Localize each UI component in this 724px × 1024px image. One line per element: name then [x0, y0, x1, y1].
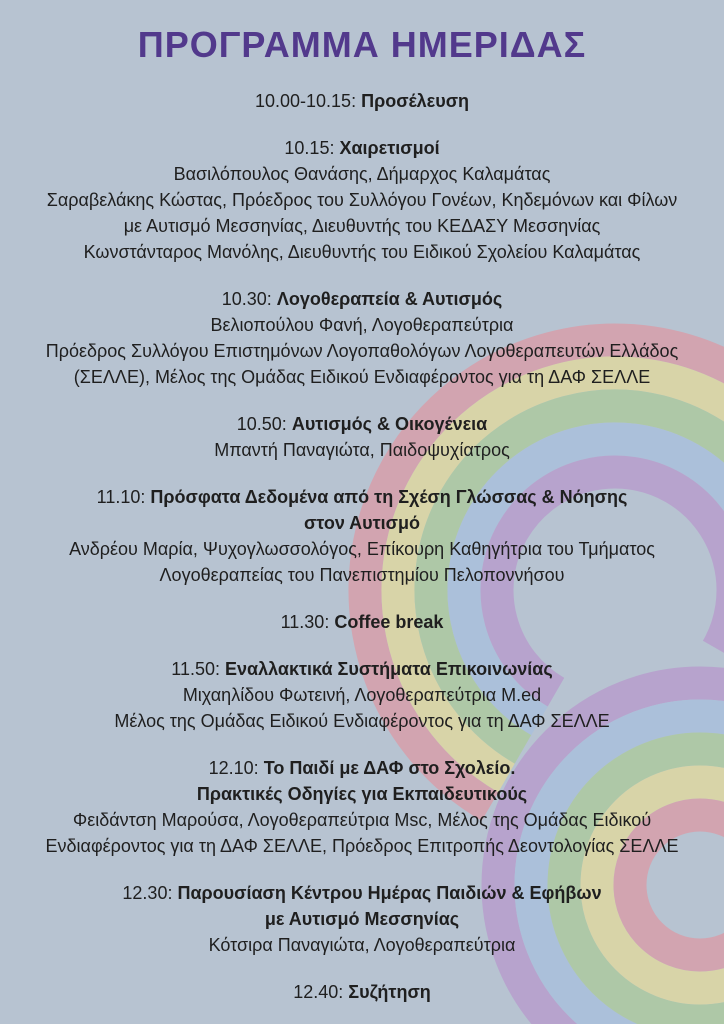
schedule-item: [12, 286, 712, 390]
schedule-item: [12, 88, 712, 114]
item-title: Χαιρετισμοί: [339, 138, 440, 158]
item-heading: [12, 609, 712, 635]
item-detail-line: Μπαντή Παναγιώτα, Παιδοψυχίατρος: [214, 440, 510, 460]
item-title: Το Παιδί με ΔΑΦ στο Σχολείο.: [263, 758, 516, 778]
schedule-item: [12, 656, 712, 734]
schedule-item: [12, 135, 712, 265]
item-time: 10.00-10.15:: [254, 91, 357, 111]
item-title-line: με Αυτισμό Μεσσηνίας: [264, 909, 460, 929]
item-heading: [12, 88, 712, 114]
schedule-item: [12, 755, 712, 859]
item-time: 12.10:: [208, 758, 259, 778]
item-time: 10.15:: [284, 138, 335, 158]
item-detail-line: Κότσιρα Παναγιώτα, Λογοθεραπεύτρια: [208, 935, 516, 955]
item-heading: [12, 979, 712, 1005]
item-detail-line: Πρόεδρος Συλλόγου Επιστημόνων Λογοπαθολόγων Λογοθεραπευτών Ελλάδος: [45, 341, 679, 361]
item-time: 10.30:: [221, 289, 272, 309]
item-time: 12.40:: [293, 982, 344, 1002]
item-detail-line: (ΣΕΛΛΕ), Μέλος της Ομάδας Ειδικού Ενδιαφέροντος για τη ΔΑΦ ΣΕΛΛΕ: [73, 367, 651, 387]
schedule-item: [12, 484, 712, 588]
schedule-item: [12, 609, 712, 635]
item-detail-line: Βασιλόπουλος Θανάσης, Δήμαρχος Καλαμάτας: [173, 164, 551, 184]
item-detail-line: Μέλος της Ομάδας Ειδικού Ενδιαφέροντος για τη ΔΑΦ ΣΕΛΛΕ: [114, 711, 610, 731]
schedule-item: [12, 979, 712, 1005]
item-time: 11.10:: [96, 487, 146, 507]
item-detail-line: Φειδάντση Μαρούσα, Λογοθεραπεύτρια Msc, Μέλος της Ομάδας Ειδικού: [72, 810, 652, 830]
page-title: ΠΡΟΓΡΑΜΜΑ ΗΜΕΡΙΔΑΣ: [137, 24, 587, 65]
item-detail-line: Μιχαηλίδου Φωτεινή, Λογοθεραπεύτρια M.ed: [182, 685, 542, 705]
item-heading: [12, 755, 712, 781]
item-title: Προσέλευση: [361, 91, 469, 111]
item-detail-line: Βελιοπούλου Φανή, Λογοθεραπεύτρια: [210, 315, 514, 335]
item-title: Συζήτηση: [348, 982, 431, 1002]
item-detail-line: Ενδιαφέροντος για τη ΔΑΦ ΣΕΛΛΕ, Πρόεδρος Επιτροπής Δεοντολογίας ΣΕΛΛΕ: [45, 836, 679, 856]
item-heading: [12, 411, 712, 437]
item-heading: [12, 484, 712, 510]
schedule-item: [12, 411, 712, 463]
item-title: Λογοθεραπεία & Αυτισμός: [276, 289, 503, 309]
item-heading: [12, 880, 712, 906]
item-detail-line: Λογοθεραπείας του Πανεπιστημίου Πελοποννήσου: [159, 565, 565, 585]
item-heading: [12, 656, 712, 682]
schedule-item: [12, 880, 712, 958]
item-time: 12.30:: [122, 883, 173, 903]
item-title: Coffee break: [334, 612, 444, 632]
schedule-list: [0, 88, 724, 1005]
item-detail-line: με Αυτισμό Μεσσηνίας, Διευθυντής του ΚΕΔΑΣΥ Μεσσηνίας: [123, 216, 601, 236]
item-heading: [12, 286, 712, 312]
item-detail-line: Ανδρέου Μαρία, Ψυχογλωσσολόγος, Επίκουρη Καθηγήτρια του Τμήματος: [69, 539, 655, 559]
item-title: Αυτισμός & Οικογένεια: [291, 414, 488, 434]
item-detail-line: Κωνστάνταρος Μανόλης, Διευθυντής του Ειδικού Σχολείου Καλαμάτας: [83, 242, 641, 262]
item-heading: [12, 135, 712, 161]
item-time: 11.50:: [171, 659, 220, 679]
item-title: Εναλλακτικά Συστήματα Επικοινωνίας: [225, 659, 553, 679]
item-title-line: Πρακτικές Οδηγίες για Εκπαιδευτικούς: [196, 784, 528, 804]
item-title: Παρουσίαση Κέντρου Ημέρας Παιδιών & Εφήβων: [177, 883, 602, 903]
item-time: 10.50:: [236, 414, 287, 434]
item-title: Πρόσφατα Δεδομένα από τη Σχέση Γλώσσας & Νόησης: [150, 487, 628, 507]
item-time: 11.30:: [280, 612, 330, 632]
item-detail-line: Σαραβελάκης Κώστας, Πρόεδρος του Συλλόγου Γονέων, Κηδεμόνων και Φίλων: [46, 190, 678, 210]
item-title-line: στον Αυτισμό: [303, 513, 420, 533]
